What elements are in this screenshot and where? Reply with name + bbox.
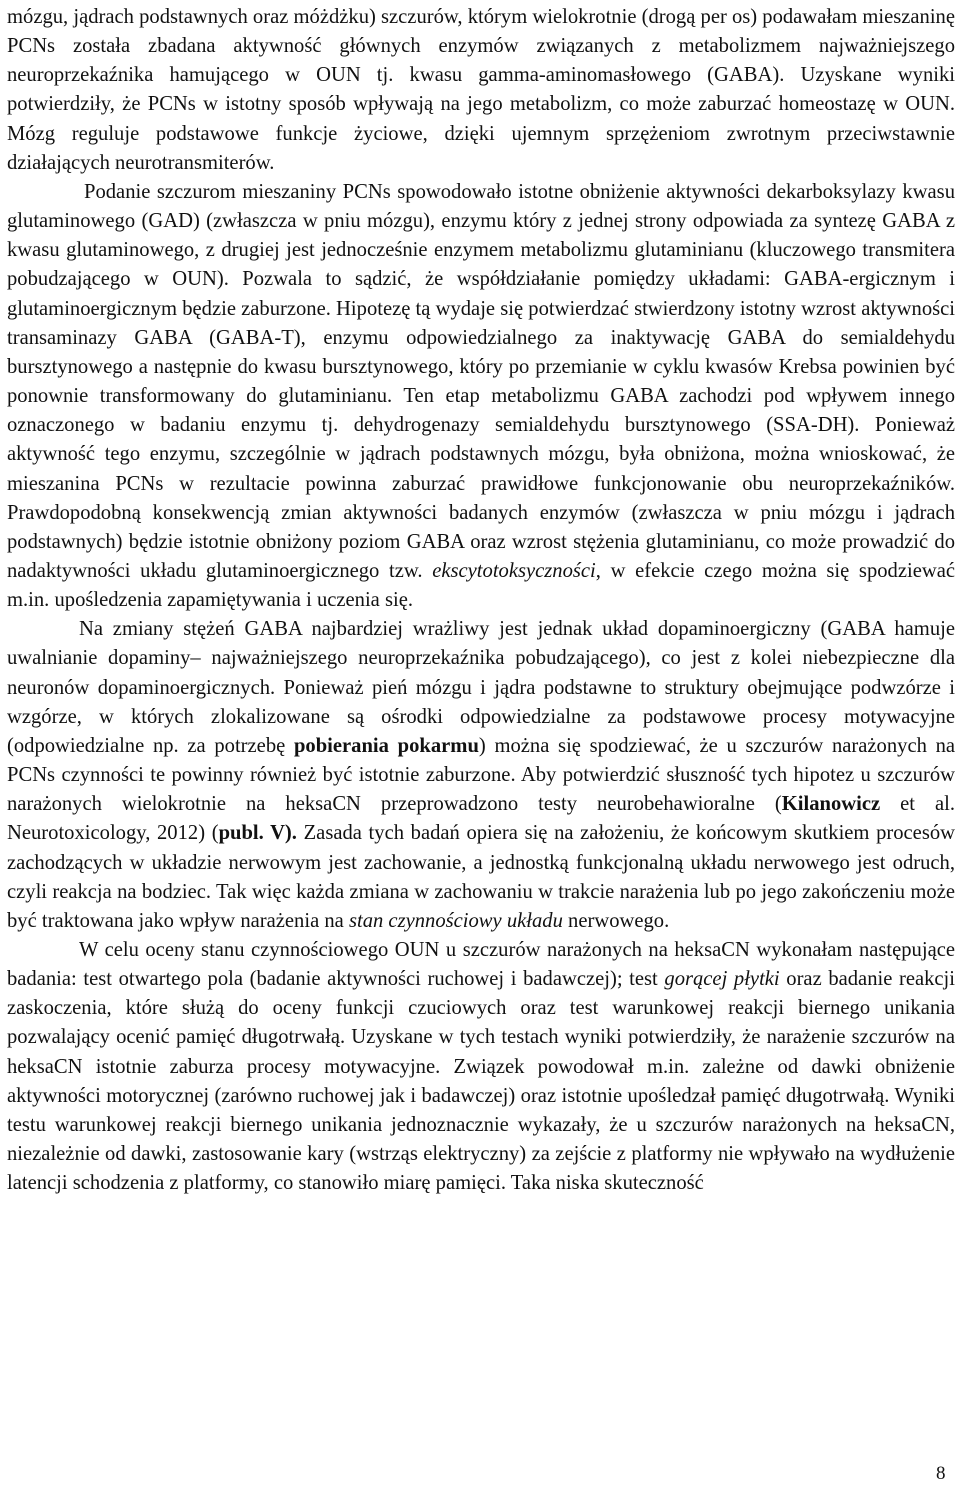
paragraph-1-segment-1: mózgu, jądrach podstawnych oraz móżdżku) szczurów, którym wielokrotnie (drogą per os) podawałam mieszaninę PCNs została zbadana aktywność głównych enzymów związanych z metabolizmem najważniejszego neuroprzekaźnika hamującego w OUN tj. kwasu gamma-aminomasłowego (GABA). Uzyskane wyniki potwierdziły, że PCNs w istotny sposób wpływają na jego metabolizm, co może zaburzać homeostazę w OUN. Mózg reguluje podstawowe funkcje życiowe, dzięki ujemnym sprzężeniom zwrotnym przeciwstawnie działających neurotransmiterów. [7,6,955,174]
paragraph-2-segment-1: Podanie szczurom mieszaniny PCNs spowodowało istotne obniżenie aktywności dekarboksylazy kwasu glutaminowego (GAD) (zwłaszcza w pniu mózgu), enzymu który z jednej strony odpowiada za syntezę GABA z kwasu glutaminowego, z drugiej jest jednocześnie enzymem metabolizmu glutaminianu (kluczowego transmitera pobudzającego w OUN). Pozwala to sądzić, że współdziałanie pomiędzy układami: GABA-ergicznym i glutaminoergicznym będzie zaburzone. Hipotezę tą wydaje się potwierdzać stwierdzony istotny wzrost aktywności transaminazy GABA (GABA-T), enzymu odpowiedzialnego za inaktywację GABA do semialdehydu bursztynowego a następnie do kwasu bursztynowego, który po przemianie w cyklu kwasów Krebsa powinien być ponownie transformowany do glutaminianu. Ten etap metabolizmu GABA zachodzi pod wpływem innego oznaczonego w badaniu enzymu tj. dehydrogenazy semialdehydu bursztynowego (SSA-DH). Ponieważ aktywność tego enzymu, szczególnie w jądrach podstawnych mózgu, była obniżona, można wnioskować, że mieszanina PCNs w rezultacie powinna zaburzać prawidłowe funkcjonowanie obu neuroprzekaźników. Prawdopodobną konsekwencją zmian aktywności badanych enzymów (zwłaszcza w pniu mózgu i jądrach podstawnych) będzie istotnie obniżony poziom GABA oraz wzrost stężenia glutaminianu, co może prowadzić do nadaktywności układu glutaminoergicznego tzw. [7,180,955,582]
page-number: 8 [936,1463,946,1484]
paragraph-2 [7,178,955,615]
paragraph-3-segment-5: et al. Neurotoxicology, 2012) ( [7,793,955,845]
paragraph-2-segment-3: , w efekcie czego można się spodziewać m.in. upośledzenia zapamiętywania i uczenia się. [7,559,955,612]
paragraph-3-segment-2-bold: pobierania pokarmu [293,734,479,757]
paragraph-4-segment-1: W celu oceny stanu czynnościowego OUN u szczurów narażonych na heksaCN wykonałam następujące badania: test otwartego pola (badanie aktywności ruchowej i badawczej); test [7,939,955,991]
paragraph-4-segment-2-italic: gorącej płytki [664,968,780,991]
paragraph-3-segment-8-italic: stan czynnościowy układu [348,909,563,932]
paragraph-1 [7,3,955,178]
paragraph-3-segment-9: nerwowego. [562,909,670,932]
paragraph-3-segment-6-bold: publ. V). [218,822,297,845]
paragraph-4-segment-3: oraz badanie reakcji zaskoczenia, które służą do oceny funkcji czuciowych oraz test warunkowej reakcji biernego unikania pozwalający ocenić pamięć długotrwałą. Uzyskane w tych testach wyniki potwierdziły, że narażenie szczurów na heksaCN istotnie zaburza procesy motywacyjne. Związek powodował m.in. zależne od dawki obniżenie aktywności motorycznej (zarówno ruchowej jak i badawczej) oraz istotnie upośledzał pamięć długotrwałą. Wyniki testu warunkowej reakcji biernego unikania jednoznacznie wykazały, że u szczurów narażonych na heksaCN, niezależnie od dawki, zastosowanie kary (wstrząs elektryczny) za zejście z platformy nie wpływało na wydłużenie latencji schodzenia z platformy, co stanowiło miarę pamięci. Taka niska skuteczność [7,968,955,1195]
paragraph-3-segment-1: Na zmiany stężeń GABA najbardziej wrażliwy jest jednak układ dopaminoergiczny (GABA hamuje uwalnianie dopaminy– najważniejszego neuroprzekaźnika pobudzającego), co jest z kolei niebezpieczne dla neuronów dopaminoergicznych. Ponieważ pień mózgu i jądra podstawne to struktury obejmujące podwzórze i wzgórze, w których zlokalizowane są ośrodki odpowiedzialne za podstawowe procesy motywacyjne (odpowiedzialne np. za potrzebę [7,618,955,757]
paragraph-3-segment-4-bold: Kilanowicz [781,793,881,816]
paragraph-2-segment-2-italic: ekscytotoksyczności [432,559,596,582]
paragraph-3 [7,615,955,936]
paragraph-4 [7,936,955,1198]
paragraph-3-segment-7: Zasada tych badań opiera się na założeniu, że końcowym skutkiem procesów zachodzących w układzie nerwowym jest zachowanie, a jednostką funkcjonalną układu nerwowego jest odruch, czyli reakcja na bodziec. Tak więc każda zmiana w zachowaniu w trakcie narażenia lub po jego zakończeniu może być traktowana jako wpływ narażenia na [7,822,956,932]
document-page [7,0,955,1198]
paragraph-3-segment-3: ) można się spodziewać, że u szczurów narażonych na PCNs czynności te powinny również być istotnie zaburzone. Aby potwierdzić słuszność tych hipotez u szczurów narażonych wielokrotnie na heksaCN przeprowadzono testy neurobehawioralne ( [7,734,956,816]
